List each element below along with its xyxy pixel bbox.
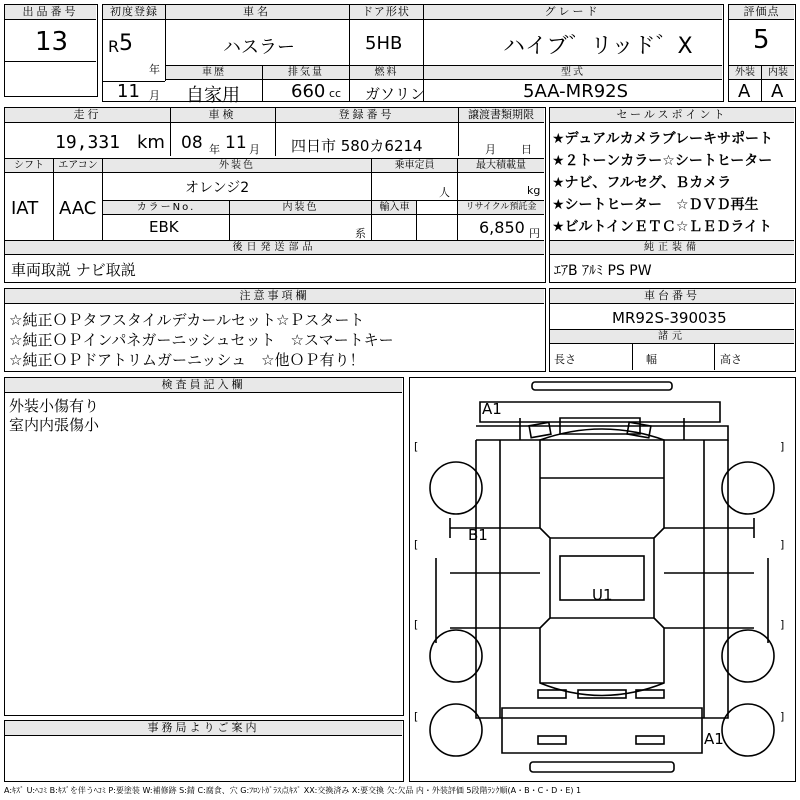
history-label: 車歴 (166, 66, 262, 79)
model-code: 5AA-MR92S (523, 81, 629, 102)
interior-label: 内装 (762, 66, 794, 79)
office-box (4, 720, 404, 782)
door-label: ドア形状 (349, 5, 423, 20)
max-load-unit: kg (527, 184, 541, 197)
recycle-unit: 円 (529, 227, 540, 240)
sales-point-1: ★デュアルカメラブレーキサポート (552, 131, 774, 147)
displacement-label: 排気量 (263, 66, 349, 79)
inspector-line-2: 室内内張傷小 (9, 416, 100, 434)
ext-color: オレンジ2 (185, 180, 250, 196)
recycle-label: リサイクル預託金 (458, 201, 544, 214)
damage-diagram-box (409, 377, 796, 782)
fuel-label: 燃料 (350, 66, 423, 79)
damage-mark-rear: A1 (704, 730, 724, 748)
chassis-number: MR92S-390035 (612, 309, 727, 327)
fuel: ガソリン (365, 85, 426, 103)
mileage-unit: km (137, 132, 165, 153)
inspection-year: 08 (181, 133, 203, 153)
note-line-1: ☆純正ＯＰタフスタイルデカールセット☆Ｐスタート (9, 311, 365, 329)
plate-label: 登録番号 (275, 108, 458, 123)
shift-label: シフト (5, 159, 53, 172)
spec-box (4, 107, 546, 283)
transfer-month-unit: 月 (485, 143, 496, 156)
lot-label: 出品番号 (5, 5, 96, 20)
car-outline-diagram (410, 378, 794, 780)
first-reg-label: 初度登録 (103, 5, 165, 20)
interior-grade: A (771, 81, 784, 102)
recycle-fee: 6,850 (479, 218, 525, 237)
max-load-label: 最大積載量 (458, 159, 544, 172)
inspector-label: 検査員記入欄 (5, 378, 402, 393)
sales-point-5: ★ビルトインＥＴＣ☆ＬＥＤライト (552, 219, 772, 235)
mileage-label: 走行 (5, 108, 170, 123)
dims-label: 諸元 (550, 330, 794, 343)
color-no-label: カラーNo. (103, 201, 229, 214)
first-reg-month: 11 (117, 81, 140, 102)
bracket-right-1: ] (780, 440, 785, 453)
car-name-label: 車名 (165, 5, 349, 20)
bracket-left-3: [ (414, 618, 419, 631)
shift: IAT (11, 198, 39, 219)
first-reg-year-unit: 年 (149, 63, 160, 76)
notes-label: 注意事項欄 (5, 289, 544, 304)
damage-mark-left: B1 (468, 526, 488, 544)
inspection-year-unit: 年 (209, 143, 220, 156)
first-reg-year: 5 (119, 31, 133, 56)
bracket-left-2: [ (414, 538, 419, 551)
int-color-label: 内装色 (230, 201, 371, 214)
exterior-grade: A (738, 81, 751, 102)
mileage: 19,331 (55, 132, 121, 153)
displacement: 660 (291, 81, 326, 102)
plate-number: 四日市 580カ6214 (291, 137, 423, 155)
aircon-label: エアコン (54, 159, 102, 172)
later-parts: 車両取説 ナビ取説 (11, 261, 136, 279)
dims-length: 長さ (554, 353, 576, 366)
transfer-day-unit: 日 (521, 143, 532, 156)
score-box (728, 4, 796, 102)
inspection-month-unit: 月 (249, 143, 260, 156)
door-type: 5HB (365, 33, 403, 54)
sales-points-box (549, 107, 796, 283)
bracket-left-4: [ (414, 710, 419, 723)
first-reg-month-unit: 月 (149, 89, 160, 102)
exterior-label: 外装 (729, 66, 761, 79)
int-color-unit: 系 (355, 227, 366, 240)
history: 自家用 (186, 85, 240, 106)
capacity-unit: 人 (439, 186, 450, 199)
notes-box (4, 288, 546, 372)
sales-points-label: セールスポイント (550, 108, 794, 123)
aircon: AAC (59, 198, 97, 219)
standard-equip: ｴｱB ｱﾙﾐ PS PW (554, 263, 652, 279)
bracket-right-4: ] (780, 710, 785, 723)
transfer-label: 譲渡書類期限 (458, 108, 544, 123)
score-label: 評価点 (729, 5, 794, 20)
score: 5 (753, 25, 770, 55)
damage-mark-roof: U1 (592, 586, 613, 604)
inspection-month: 11 (225, 133, 247, 153)
car-name: ハスラー (223, 37, 295, 58)
chassis-label: 車台番号 (550, 289, 794, 304)
lot-number: 13 (35, 27, 69, 57)
import-label: 輸入車 (372, 201, 417, 214)
inspector-line-1: 外装小傷有り (9, 397, 100, 415)
inspection-label: 車検 (170, 108, 275, 123)
dims-height: 高さ (720, 353, 742, 366)
grade-label: グレード (423, 5, 722, 20)
lot-box (4, 4, 98, 97)
office-label: 事務局よりご案内 (5, 721, 402, 736)
later-parts-label: 後日発送部品 (5, 241, 544, 254)
chassis-box (549, 288, 796, 372)
first-reg-era: R (108, 37, 120, 56)
damage-legend: A:ｷｽﾞ U:ﾍｺﾐ B:ｷｽﾞを伴うﾍｺﾐ P:要塗装 W:補修跡 S:錆 C:腐食、穴 G:ﾌﾛﾝﾄｶﾞﾗｽ点ｷｽﾞ XX:交換済み X:要交換 欠:欠品 内・外装評価 5段階ﾗﾝｸ順(A・B・C・D・E) 1 (4, 786, 582, 795)
capacity-label: 乗車定員 (372, 159, 457, 172)
inspector-box (4, 377, 404, 716)
grade: ハイブ゛リッド゛X (503, 34, 693, 59)
note-line-2: ☆純正ＯＰインパネガーニッシュセット ☆スマートキー (9, 331, 394, 349)
sales-point-3: ★ナビ、フルセグ、Ｂカメラ (552, 175, 732, 191)
bracket-left-1: [ (414, 440, 419, 453)
sales-point-4: ★シートヒーター ☆ＤＶＤ再生 (552, 197, 759, 213)
color-no: EBK (149, 218, 179, 236)
dims-width: 幅 (646, 353, 657, 366)
displacement-unit: cc (329, 87, 342, 100)
bracket-right-2: ] (780, 538, 785, 551)
bracket-right-3: ] (780, 618, 785, 631)
ext-color-label: 外装色 (103, 159, 371, 172)
note-line-3: ☆純正ＯＰドアトリムガーニッシュ ☆他ＯＰ有り！ (9, 351, 365, 369)
damage-mark-front: A1 (482, 400, 502, 418)
sales-point-2: ★２トーンカラー☆シートヒーター (552, 153, 773, 169)
standard-equip-label: 純正装備 (550, 241, 794, 254)
model-label: 型式 (424, 66, 722, 79)
vehicle-info-box (102, 4, 724, 106)
